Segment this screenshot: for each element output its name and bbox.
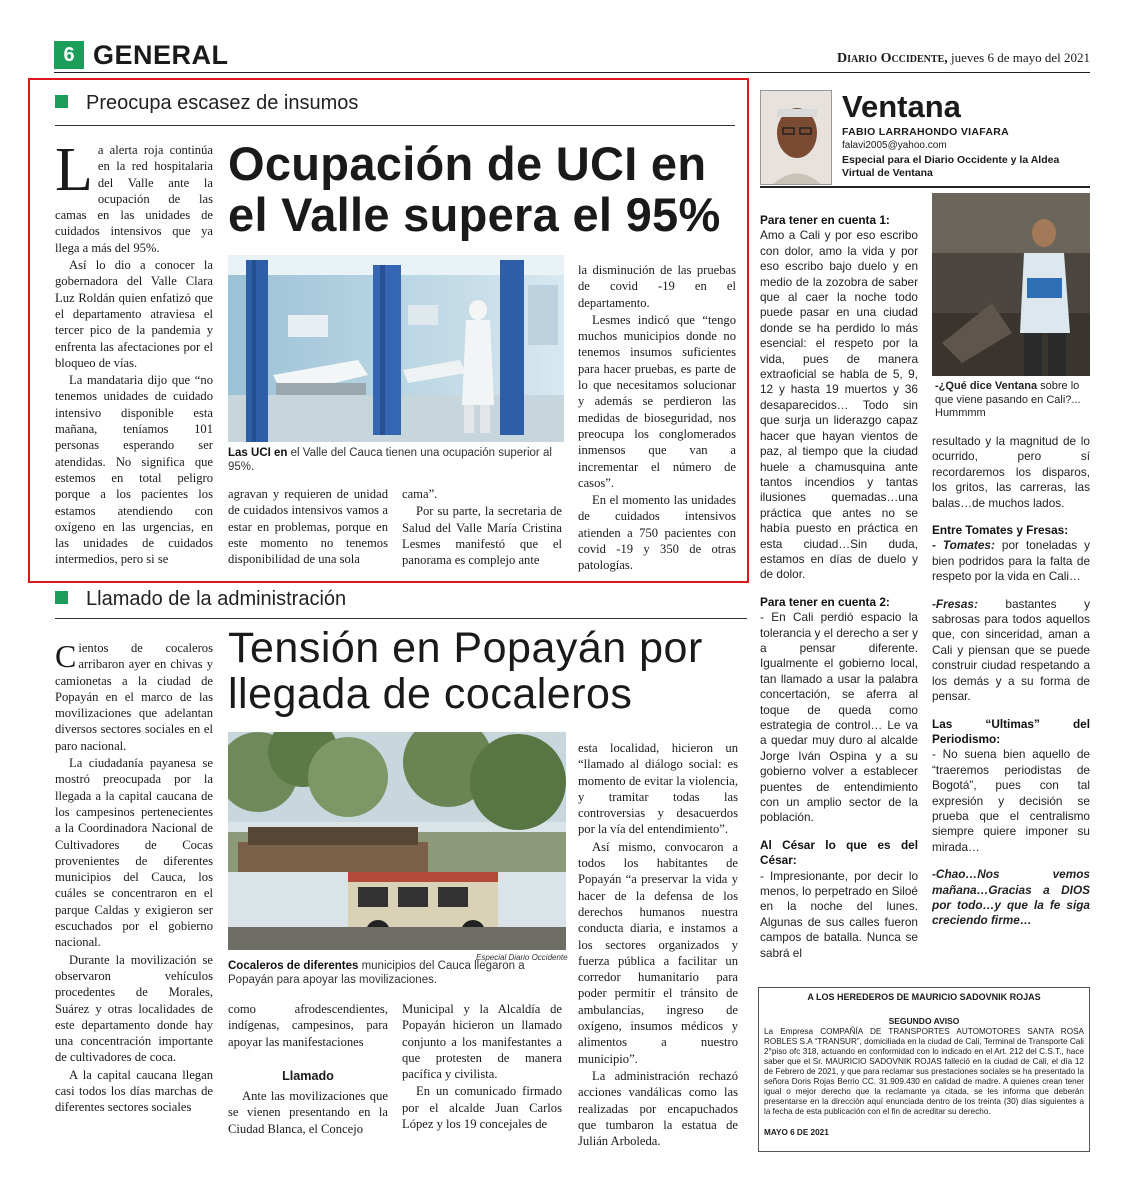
- article1-p1: a alerta roja continúa en la red hospitalaria del Valle ante la ocupación de las camas en las unidades de cuidados intensivos que ya llega a más del 95%.: [55, 143, 213, 255]
- column-author: FABIO LARRAHONDO VIAFARA: [842, 126, 1010, 138]
- masthead: [837, 50, 1090, 67]
- issue-date: jueves 6 de mayo del 2021: [947, 50, 1090, 65]
- legal-notice: [758, 987, 1090, 1152]
- article1-col2-text: agravan y requieren de unidad de cuidados intensivos vamos a estar en problemas, porque en este momento no tenemos disponibilidad de una sola: [228, 487, 388, 567]
- article1-col4-p1: la disminución de las pruebas de covid -19 en el departamento.: [578, 263, 736, 310]
- article1-photo-caption: [228, 447, 564, 474]
- fresas-text: bastantes y sabrosas para todos aquellos que, con sinceridad, aman a Cali y piensan que se puede construir ciudad respetando a los demás y a su forma de pensar.: [932, 596, 1090, 704]
- caption-text: sobre lo que viene pasando en Cali?... Hummmm: [935, 380, 1081, 419]
- article2-col4: [578, 740, 738, 1149]
- ventana-p3: - Impresionante, por decir lo menos, lo perpetrado en Siloé en la noche del lunes. Algunas de sus calles fueron campos de batalla. Nunca se sabrá el: [760, 868, 918, 960]
- green-square-icon: [55, 591, 68, 604]
- ventana-right-p1: resultado y la magnitud de lo ocurrido, pero sí recordaremos los disparos, los gritos, las carreras, las balas…de muchos lados.: [932, 434, 1090, 510]
- article2-p2: La ciudadanía payanesa se mostró preocupada por la llegada a la capital caucana de los campesinos pertenecientes a la Coordinadora Nacional de Cultivadores de Cocas provenientes de diferentes municipios del Cauca, los cuáles se concentraron en el parque Caldas y exigieron ser escuchados por el gobierno nacional.: [55, 756, 213, 950]
- article2-p4: A la capital caucana llegan casi todos los días marchas de diferentes sectores sociales: [55, 1067, 213, 1115]
- spacer: [932, 705, 1090, 717]
- article2-kicker: [55, 588, 346, 611]
- kicker-rule: [55, 618, 747, 619]
- caption-lead: -¿Qué dice Ventana: [935, 380, 1038, 392]
- ventana-photo: [932, 193, 1090, 376]
- article1-headline: Ocupación de UCI en el Valle supera el 95%: [228, 137, 721, 241]
- tomates-text: por toneladas y bien podridos para la falta de respeto por la vida en Cali…: [932, 538, 1090, 584]
- article1-col3: [402, 486, 562, 568]
- legal-date: MAYO 6 DE 2021: [764, 1128, 829, 1137]
- ventana-p1: Amo a Cali y por eso escribo con dolor, amo la vida y por eso escribo bajo duelo y en medio de la zozobra de saber que al caer la noche todo puede pasar en una ciudad donde se ha perdido lo más esencial: el respeto por la vida, pues de manera extraoficial se habla de 5, 9, 12 y hasta 19 muertos y 36 desaparecidos… Todo sin que surja un liderazgo capaz hacer que hayan vientos de paz, al tiempo que la ciudad huele a chamusquina ante tantos incendios y tantas ilusiones quemadas…una práctica que antes no se había puesto en práctica en esta ciudad…Sin duda, estamos en días de duelo y de dolor.: [760, 228, 918, 582]
- ventana-photo-caption: [935, 380, 1090, 421]
- article2-kicker-text: Llamado de la administración: [86, 588, 347, 610]
- fresas-label: -Fresas:: [932, 596, 978, 611]
- article1-col4-p3: En el momento las unidades de cuidados intensivos atienden a 750 pacientes con covid -19 y 350 de otras patologías.: [578, 493, 736, 573]
- drop-cap: L: [55, 136, 93, 204]
- caption-text: el Valle del Cauca tienen una ocupación superior al 95%.: [228, 447, 552, 473]
- column-rule: [760, 186, 1090, 188]
- spacer: [760, 826, 918, 838]
- publication-name: Diario Occidente,: [836, 51, 948, 66]
- cocaleros-bus-photo: [228, 732, 566, 950]
- article1-col3-p2: Por su parte, la secretaria de Salud del Valle María Cristina Lesmes manifestó que el panorama es complejo ante: [402, 504, 562, 568]
- legal-subtitle: SEGUNDO AVISO: [888, 1016, 960, 1026]
- article1-col4: [578, 262, 736, 574]
- ventana-left-col: [760, 213, 918, 961]
- article2-p3: Durante la movilización se observaron vehículos procedentes de Morales, Suárez y otras localidades de este departamento donde hay una concentración importante de cultivadores de coca.: [55, 952, 213, 1065]
- article2-col2-p2: Ante las movilizaciones que se vienen presentando en la Ciudad Blanca, el Concejo: [228, 1089, 388, 1136]
- drop-cap: C: [55, 638, 77, 674]
- ventana-heading-2: Para tener en cuenta 2:: [760, 594, 890, 609]
- kicker-rule: [55, 125, 735, 126]
- ventana-right-p4: - No suena bien aquello de “traeremos periodistas de Bogotá”, pues con tal expresión y decisión se prueba que el centralismo siempre quiere imponer su mirada…: [932, 747, 1090, 854]
- green-square-icon: [55, 95, 68, 108]
- section-title: GENERAL: [93, 40, 229, 70]
- article2-col3-p1: Municipal y la Alcaldía de Popayán hicieron un llamado conjunto a los manifestantes a que protesten de manera pacífica y civilista.: [402, 1002, 562, 1082]
- article2-col3: [402, 1001, 562, 1132]
- caption-text: municipios del Cauca llegaron a Popayán para apoyar las movilizaciones.: [228, 960, 525, 986]
- ventana-heading-1: Para tener en cuenta 1:: [760, 213, 890, 227]
- article2-col3-p2: En un comunicado firmado por el alcalde Juan Carlos López y los 19 concejales de: [402, 1084, 562, 1132]
- article1-col2: [228, 486, 388, 567]
- tomates-label: - Tomates:: [932, 538, 995, 553]
- legal-title: A LOS HEREDEROS DE MAURICIO SADOVNIK ROJAS: [807, 992, 1041, 1002]
- article2-col4-p1: esta localidad, hicieron un “llamado al diálogo social: es momento de evitar la violencia, y tramitar todas las controversias y desacuerdos por la vía del entendimiento”.: [578, 741, 738, 837]
- caption-lead: Las UCI en: [228, 447, 288, 459]
- article2-col2: [228, 1001, 388, 1137]
- article1-kicker: [55, 92, 358, 115]
- ventana-heading-3: Al César lo que es del César:: [760, 837, 918, 868]
- column-byline: Especial para el Diario Occidente y la Aldea Virtual de Ventana: [842, 154, 1060, 179]
- author-portrait: [760, 90, 832, 185]
- photo-credit: Especial Diario Occidente: [476, 953, 568, 962]
- icu-photo: [228, 255, 564, 442]
- article2-subhead: Llamado: [282, 1068, 334, 1083]
- spacer: [760, 583, 918, 595]
- article2-p1: ientos de cocaleros arribaron ayer en chivas y camionetas a la ciudad de Popayán en el marco de las movilizaciones que adelantan diversos sectores sociales en el paro nacional.: [55, 641, 213, 753]
- header-rule: [54, 72, 1090, 73]
- column-title: Ventana: [842, 89, 961, 124]
- article2-col2-p1: como afrodescendientes, indígenas, campesinos, para apoyar las manifestaciones: [228, 1002, 388, 1049]
- ventana-right-heading-2: Las “Ultimas” del Periodismo:: [932, 716, 1090, 746]
- article2-headline: Tensión en Popayán por llegada de cocaleros: [228, 624, 703, 718]
- article2-col4-p3: La administración rechazó acciones vandálicas como las realizadas por encapuchados que tumbaron la estatua de Julián Arboleda.: [578, 1068, 738, 1149]
- ventana-p2: - En Cali perdió espacio la tolerancia y el derecho a ser y a pensar diferente. Igualmente el gobierno local, tan llamado a usar la palabra concertación, se aferra al toque de queda como estrategia de control… Le va a quedar muy duro al alcalde Jorge Iván Ospina y a su gobierno volver a establecer puentes de entendimiento con un amplio sector de la población.: [760, 610, 918, 825]
- article2-col1: [55, 640, 213, 1116]
- article1-col3-text: cama”.: [402, 487, 438, 501]
- page-number: 6: [54, 41, 84, 69]
- ventana-closing: -Chao…Nos vemos mañana…Gracias a DIOS por todo…y que la fe siga creciendo firme…: [932, 867, 1090, 928]
- article1-col4-p2: Lesmes indicó que “tengo muchos municipios donde no tenemos insumos suficientes para hacer pruebas, es parte de lo que necesitamos solucionar y además se perdieron las medidas de bioseguridad, nos preocupa los conglomerados inmensos que van a incrementar el número de casos”.: [578, 312, 736, 490]
- article1-kicker-text: Preocupa escasez de insumos: [86, 92, 359, 114]
- article1-p2: Así lo dio a conocer la gobernadora del Valle Clara Luz Roldán quien enfatizó que el departamento atraviesa el tercer pico de la pandemia y enfrenta las afectaciones por el bloqueo de vías.: [55, 258, 213, 370]
- spacer: [932, 511, 1090, 523]
- ventana-right-col: [932, 434, 1090, 929]
- article1-col1: [55, 136, 213, 568]
- article2-col4-p2: Así mismo, convocaron a todos los habitantes de Popayán “a preservar la vida y hacer de la defensa de los derechos humanos nuestra conducta diaria, e instamos a los sectores organizados y fuerza pública a facilitar un corredor humanitario para poder permitir el tránsito de ambulancias, ingreso de oxígeno, insumos médicos y alimentos a nuestro municipio”.: [578, 839, 738, 1066]
- caption-lead: Cocaleros de diferentes: [228, 960, 359, 972]
- author-email: falavi2005@yahoo.com: [842, 140, 947, 151]
- article1-p3: La mandataria dijo que “no tenemos unidades de cuidado intensivo disponible esta mañana, teníamos 101 personas esperando ser atendidas. No significa que estemos en total peligro porque a los pacientes los estamos atendiendo con oxígeno en las urgencias, en las unidades de cuidados intermedios, pero si se: [55, 373, 213, 567]
- spacer: [932, 855, 1090, 867]
- ventana-right-heading-1: Entre Tomates y Fresas:: [932, 523, 1069, 538]
- spacer: [932, 585, 1090, 597]
- article2-photo-caption: [228, 960, 564, 987]
- legal-body: La Empresa COMPAÑÍA DE TRANSPORTES AUTOMOTORES SANTA ROSA ROBLES S.A “TRANSUR”, domiciliada en la ciudad de Cali, Terminal de Transporte Cali 2°piso ofc 318, actuando en conformidad con lo indicado en el Art. 212 del C.S.T., hace saber que el Sr. MAURICIO SADOVNIK ROJAS falleció en la ciudad de Cali, el día 12 de Febrero de 2021, y que para reclamar sus prestaciones sociales se ha presentado la señora Doris Rojas Berrio CC. 31.909.430 en calidad de madre. A quienes crean tener igual o mejor derecho que la reclamante ya citada, se les informa que deberán presentarse en la dirección aquí enunciada dentro de los treinta (30) días siguientes a la fecha de esta publicación con el fin de acreditar su derecho.: [764, 1027, 1084, 1116]
